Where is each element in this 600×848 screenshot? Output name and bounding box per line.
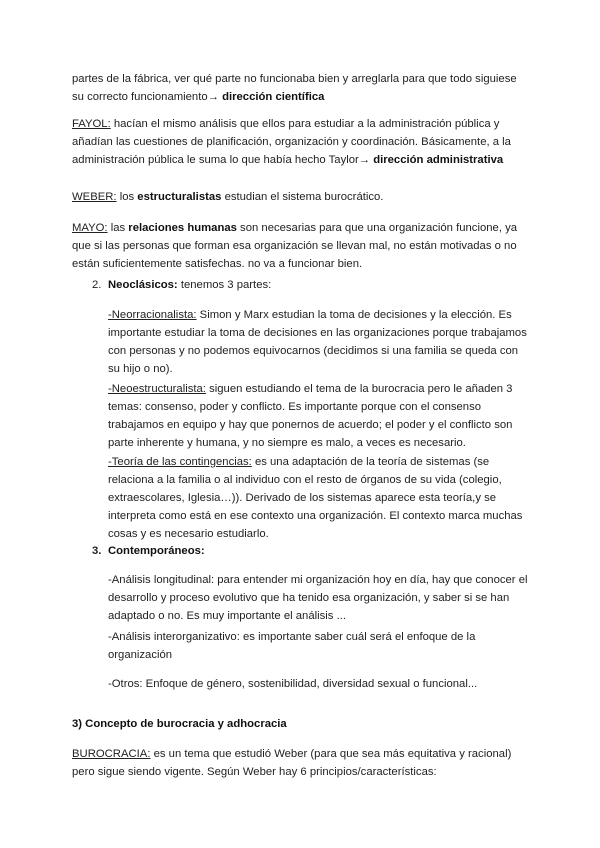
bold-term: relaciones humanas [128,222,237,234]
paragraph-fayol: FAYOL: hacían el mismo análisis que ellos para estudiar a la administración pública y añadían las cuestiones de planificación, organización y coordinación. Básicamente, a la administración pública le suma lo que había hecho Taylor→ dirección administrativa [72,118,511,166]
bold-term: dirección científica [222,91,325,103]
paragraph-mayo: MAYO: las relaciones humanas son necesarias para que una organización funcione, ya que si las personas que forman esa organización se llevan mal, no están motivadas o no están suficientemente satisfechas. no va a funcionar bien. [72,222,518,270]
author-label: FAYOL: [72,118,111,130]
sub-contingencias: -Teoría de las contingencias: es una adaptación de la teoría de sistemas (se relaciona a la familia o al individuo con el resto de órganos de su vida (colegio, extraescolares, Iglesia…)). Derivado de los sistemas aparece esta teoría,y se interpreta como está en ese contexto una organización. El contexto marca muchas cosas y es necesario estudiarlo. [108,456,523,540]
contemporaneo-interorganizativo: -Análisis interorganizativo: es importante saber cuál será el enfoque de la organización [108,631,476,661]
paragraph-weber: WEBER: los estructuralistas estudian el sistema burocrático. [72,191,384,203]
paragraph-taylor: partes de la fábrica, ver qué parte no funcionaba bien y arreglarla para que todo siguiese su correcto funcionamiento→ dirección científica [72,73,517,103]
sub-neoestructuralista: -Neoestructuralista: siguen estudiando el tema de la burocracia pero le añaden 3 temas: consenso, poder y conflicto. Es importante porque con el consenso trabajamos en equipo y hay que ponernos de acuerdo; el poder y el conflicto son parte inherente y humana, y no siempre es malo, a veces es necesario. [108,383,513,449]
sub-neorracionalista: -Neorracionalista: Simon y Marx estudian la toma de decisiones y la elección. Es importante estudiar la toma de decisiones en las organizaciones porque trabajamos con personas y no podemos equivocarnos (decidimos si una familia se queda con su hijo o no). [108,309,527,375]
author-label: WEBER: [72,191,117,203]
contemporaneo-longitudinal: -Análisis longitudinal: para entender mi organización hoy en día, hay que conocer el desarrollo y proceso evolutivo que ha tenido esa organización, y saber si se han adaptado o no. Es muy importante el análisis ... [108,574,528,622]
section-heading: 3) Concepto de burocracia y adhocracia [72,718,287,730]
sub-label: -Neoestructuralista: [108,383,206,395]
list-item-contemporaneos [92,542,528,560]
list-item-neoclasicos: 2. Neoclásicos: tenemos 3 partes: [92,276,528,294]
contemporaneo-otros: -Otros: Enfoque de género, sostenibilidad, diversidad sexual o funcional... [108,678,478,690]
list-title: Contemporáneos: [108,545,205,557]
paragraph-burocracia: BUROCRACIA: es un tema que estudió Weber (para que sea más equitativa y racional) pero sigue siendo vigente. Según Weber hay 6 principios/características: [72,748,512,778]
list-number: 2. [92,279,102,291]
bold-term: dirección administrativa [373,154,504,166]
term-label: BUROCRACIA: [72,748,151,760]
list-number: 3. [92,545,102,557]
sub-label: -Neorracionalista: [108,309,197,321]
bold-term: estructuralistas [137,191,222,203]
author-label: MAYO: [72,222,108,234]
list-title: Neoclásicos: [108,279,178,291]
sub-label: -Teoría de las contingencias: [108,456,252,468]
